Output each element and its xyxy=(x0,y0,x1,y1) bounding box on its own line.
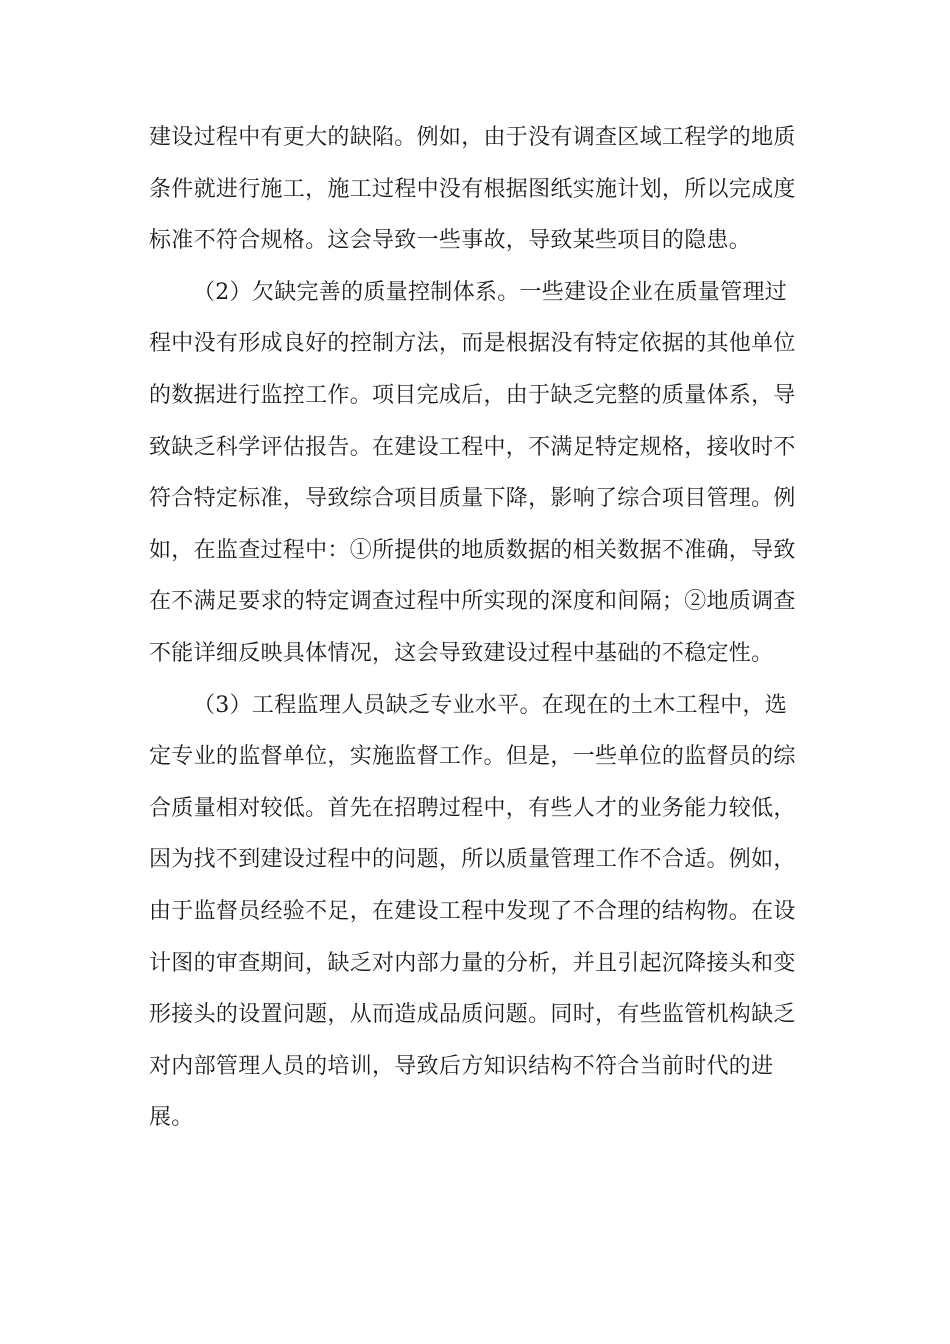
text-line: 致缺乏科学评估报告。在建设工程中，不满足特定规格，接收时不 xyxy=(149,434,796,460)
text-line: 合质量相对较低。首先在招聘过程中，有些人才的业务能力较低， xyxy=(149,795,796,821)
text-line: 条件就进行施工，施工过程中没有根据图纸实施计划，所以完成度 xyxy=(149,176,796,202)
text-line: 因为找不到建设过程中的问题，所以质量管理工作不合适。例如， xyxy=(149,847,796,873)
text-line: 计图的审查期间，缺乏对内部力量的分析，并且引起沉降接头和变 xyxy=(149,950,796,976)
text-line: 由于监督员经验不足，在建设工程中发现了不合理的结构物。在设 xyxy=(149,898,796,924)
text-line: 的数据进行监控工作。项目完成后，由于缺乏完整的质量体系，导 xyxy=(149,382,796,408)
text-line: （2）欠缺完善的质量控制体系。一些建设企业在质量管理过 xyxy=(193,279,788,305)
text-line: 定专业的监督单位，实施监督工作。但是，一些单位的监督员的综 xyxy=(149,744,796,770)
text-line: 展。 xyxy=(149,1105,194,1131)
text-line: 对内部管理人员的培训，导致后方知识结构不符合当前时代的进 xyxy=(149,1053,774,1079)
text-line: 标准不符合规格。这会导致一些事故，导致某些项目的隐患。 xyxy=(149,228,752,254)
paragraph-3 xyxy=(149,680,799,1144)
text-line: 不能详细反映具体情况，这会导致建设过程中基础的不稳定性。 xyxy=(149,640,774,666)
text-line: 在不满足要求的特定调查过程中所实现的深度和间隔；②地质调查 xyxy=(149,589,796,615)
text-line: 建设过程中有更大的缺陷。例如，由于没有调查区域工程学的地质 xyxy=(149,125,796,150)
paragraph-2 xyxy=(149,267,799,680)
body-text xyxy=(149,112,799,1144)
text-line: 形接头的设置问题，从而造成品质问题。同时，有些监管机构缺乏 xyxy=(149,1002,796,1028)
paragraph-1 xyxy=(149,112,799,267)
text-line: 符合特定标准，导致综合项目质量下降，影响了综合项目管理。例 xyxy=(149,486,796,512)
text-line: 如，在监查过程中：①所提供的地质数据的相关数据不准确，导致 xyxy=(149,537,796,563)
text-line: 程中没有形成良好的控制方法，而是根据没有特定依据的其他单位 xyxy=(149,331,796,357)
text-line: （3）工程监理人员缺乏专业水平。在现在的土木工程中，选 xyxy=(193,692,788,718)
